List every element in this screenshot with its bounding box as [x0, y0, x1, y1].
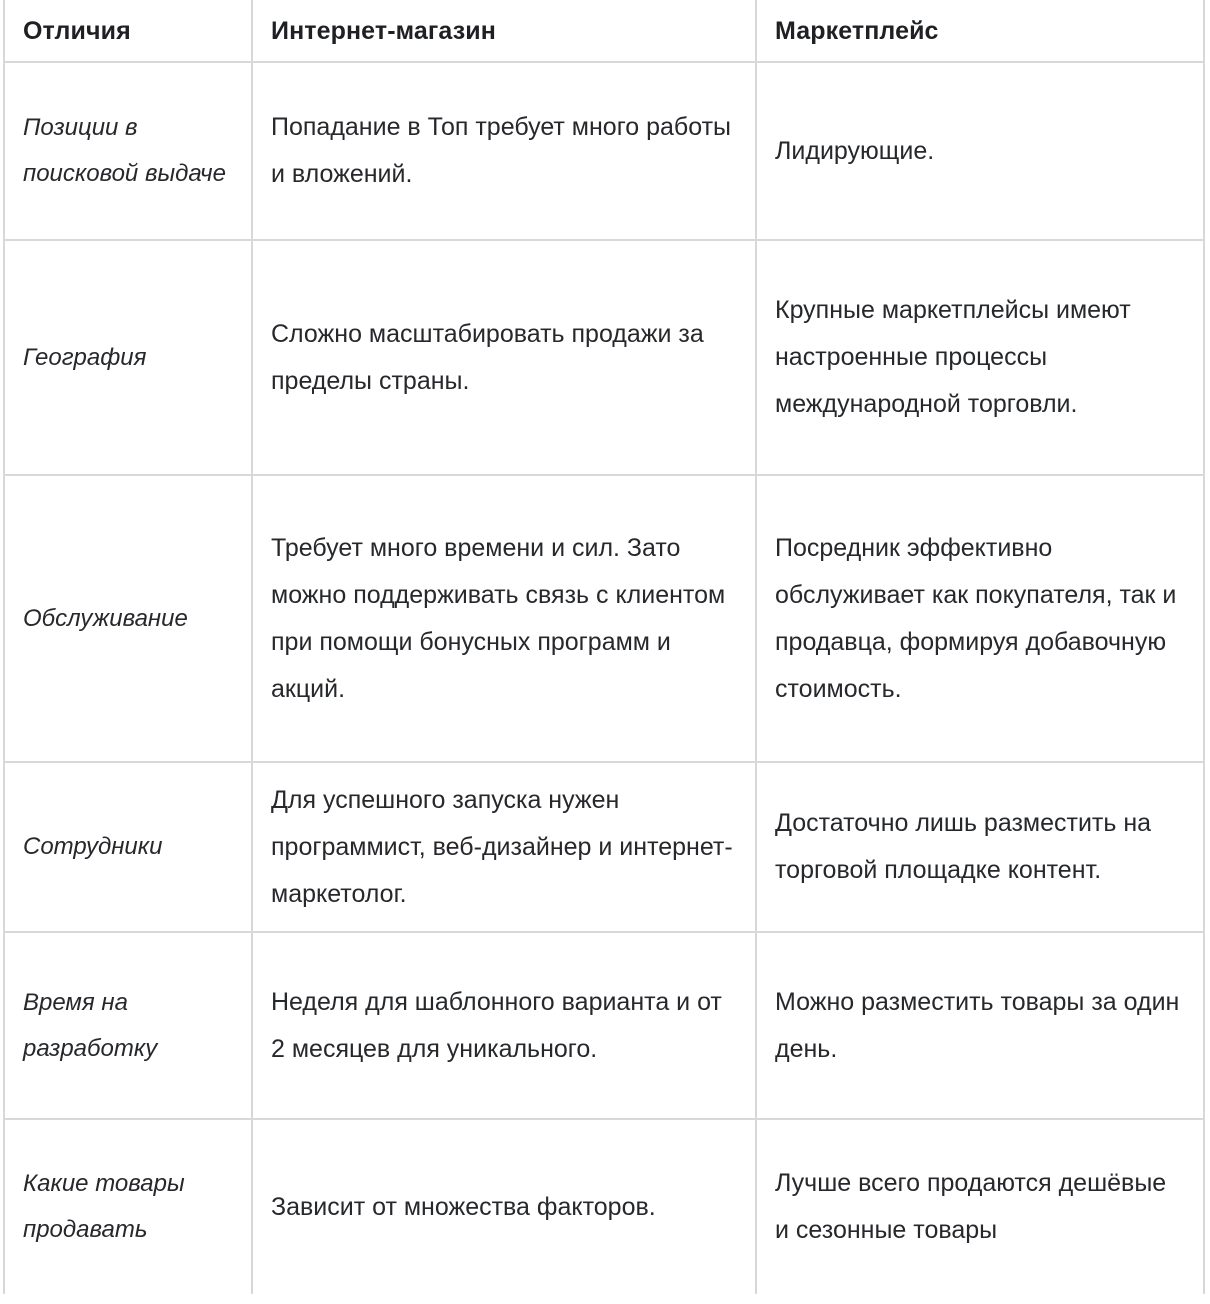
column-header-differences	[4, 0, 252, 62]
column-header-differences-label: Отличия	[23, 16, 131, 45]
row-feature-cell	[4, 762, 252, 932]
column-header-online-store	[252, 0, 756, 62]
row-marketplace-text: Лидирующие.	[775, 136, 935, 165]
row-marketplace-text: Крупные маркетплейсы имеют настроенные процессы международной торговли.	[775, 296, 1131, 418]
table-row	[4, 62, 1204, 240]
table-row	[4, 475, 1204, 762]
comparison-table	[3, 0, 1205, 1294]
row-marketplace-text: Посредник эффективно обслуживает как покупателя, так и продавца, формируя добавочную стоимость.	[775, 533, 1177, 703]
row-online-store-text: Для успешного запуска нужен программист, веб-дизайнер и интернет-маркетолог.	[271, 785, 733, 908]
row-marketplace-cell	[756, 62, 1204, 240]
table-row	[4, 1119, 1204, 1294]
row-feature-label: Какие товары продавать	[23, 1170, 185, 1243]
column-header-marketplace	[756, 0, 1204, 62]
table-header-row	[4, 0, 1204, 62]
row-marketplace-cell	[756, 1119, 1204, 1294]
table-body	[4, 62, 1204, 1294]
row-online-store-cell	[252, 475, 756, 762]
row-online-store-text: Попадание в Топ требует много работы и вложений.	[271, 113, 732, 188]
row-feature-label: Позиции в поисковой выдаче	[23, 114, 226, 187]
column-header-marketplace-label: Маркетплейс	[775, 16, 939, 45]
row-online-store-text: Сложно масштабировать продажи за пределы страны.	[271, 319, 704, 395]
row-feature-cell	[4, 932, 252, 1119]
row-online-store-text: Неделя для шаблонного варианта и от 2 месяцев для уникального.	[271, 987, 722, 1063]
table-header	[4, 0, 1204, 62]
row-feature-label: Сотрудники	[23, 833, 163, 861]
row-feature-label: География	[23, 343, 147, 371]
row-marketplace-text: Достаточно лишь разместить на торговой площадке контент.	[775, 809, 1152, 884]
row-online-store-text: Зависит от множества факторов.	[271, 1192, 656, 1221]
table-row	[4, 762, 1204, 932]
row-online-store-cell	[252, 62, 756, 240]
row-online-store-cell	[252, 932, 756, 1119]
table-row	[4, 240, 1204, 475]
row-online-store-text: Требует много времени и сил. Зато можно поддерживать связь с клиентом при помощи бонусных программ и акций.	[271, 533, 726, 703]
row-marketplace-cell	[756, 762, 1204, 932]
row-marketplace-cell	[756, 240, 1204, 475]
row-feature-cell	[4, 240, 252, 475]
row-feature-label: Обслуживание	[23, 604, 188, 632]
row-online-store-cell	[252, 240, 756, 475]
row-marketplace-cell	[756, 932, 1204, 1119]
column-header-online-store-label: Интернет-магазин	[271, 16, 496, 45]
row-marketplace-text: Можно разместить товары за один день.	[775, 987, 1180, 1063]
row-marketplace-cell	[756, 475, 1204, 762]
row-feature-cell	[4, 1119, 252, 1294]
row-feature-cell	[4, 475, 252, 762]
table-row	[4, 932, 1204, 1119]
row-marketplace-text: Лучше всего продаются дешёвые и сезонные товары	[775, 1169, 1167, 1244]
row-feature-label: Время на разработку	[23, 988, 158, 1062]
row-online-store-cell	[252, 762, 756, 932]
row-feature-cell	[4, 62, 252, 240]
row-online-store-cell	[252, 1119, 756, 1294]
